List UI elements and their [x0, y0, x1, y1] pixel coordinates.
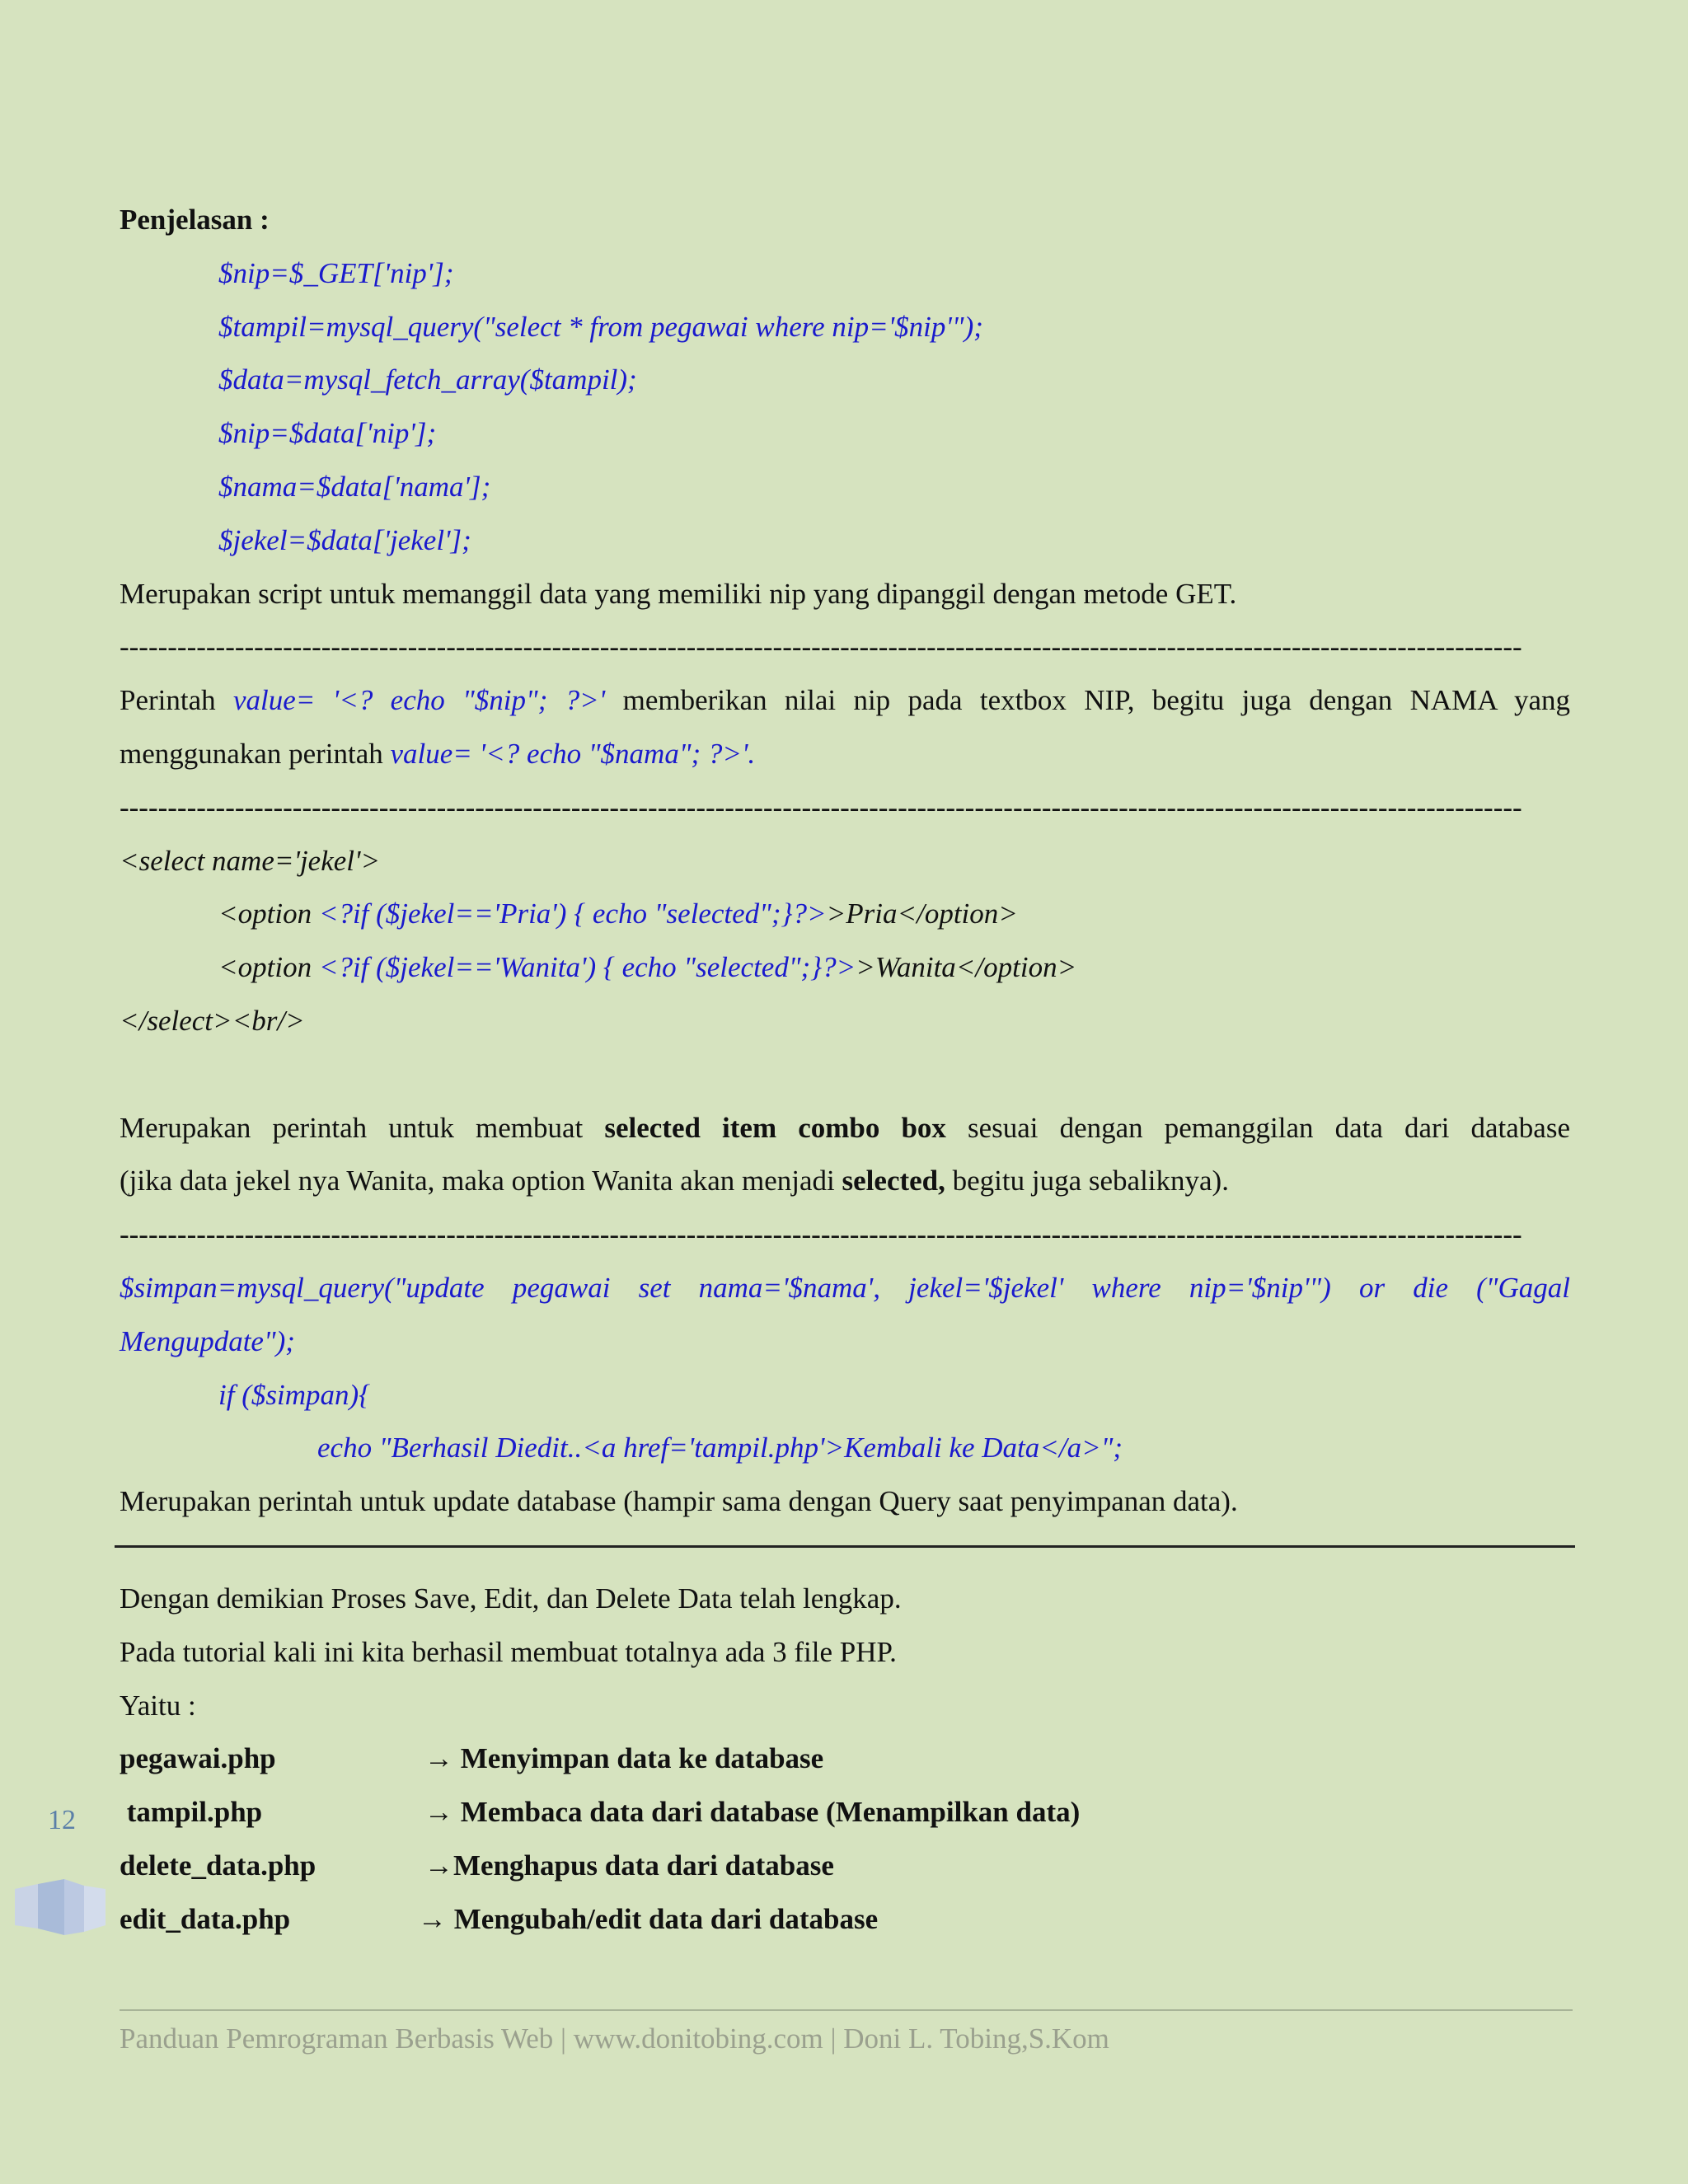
book-corner-icon [15, 1877, 106, 1937]
horizontal-rule [115, 1545, 1575, 1548]
page-footer: Panduan Pemrograman Berbasis Web | www.donitobing.com | Doni L. Tobing,S.Kom [120, 2022, 1109, 2055]
paragraph-value-line2 [120, 728, 1570, 781]
file-row [120, 1786, 1570, 1840]
text-run: memberikan nilai nip pada textbox NIP, begitu juga dengan NAMA yang [605, 684, 1571, 717]
code-echo-line: echo "Berhasil Diedit..<a href='tampil.php'>Kembali ke Data</a>"; [317, 1432, 1123, 1465]
code-update-line1: $simpan=mysql_query("update pegawai set nama='$nama', jekel='$jekel' where nip='$nip'") or die ("Gagal [120, 1271, 1570, 1304]
summary-line: Pada tutorial kali ini kita berhasil membuat totalnya ada 3 file PHP. [120, 1635, 897, 1668]
file-description: →Menghapus data dari database [424, 1849, 834, 1882]
option-line-wanita [120, 941, 1570, 995]
inline-code: <?if ($jekel=='Pria') { echo "selected";}?> [318, 898, 827, 930]
file-row [120, 1893, 1570, 1947]
code-line: $tampil=mysql_query("select * from pegawai where nip='$nip'"); [218, 310, 983, 343]
text-run: sesuai dengan pemanggilan data dari database [945, 1111, 1570, 1144]
text-run: >Pria</option> [826, 898, 1018, 930]
summary-line: Dengan demikian Proses Save, Edit, dan Delete Data telah lengkap. [120, 1582, 902, 1615]
option-line-pria [120, 888, 1570, 941]
inline-code: value= '<? echo "$nip"; ?>' [232, 684, 606, 717]
text-run: menggunakan perintah [120, 737, 391, 770]
inline-code: <?if ($jekel=='Wanita') { echo "selected";}?> [318, 951, 856, 984]
explanation-text: Merupakan script untuk memanggil data yang memiliki nip yang dipanggil dengan metode GET. [120, 577, 1237, 610]
text-run: begitu juga sebaliknya). [945, 1165, 1229, 1197]
blank-line [120, 1048, 1570, 1102]
text-run: (jika data jekel nya Wanita, maka option Wanita akan menjadi [120, 1165, 842, 1197]
code-line: $nama=$data['nama']; [218, 470, 491, 503]
bold-text: selected item combo box [604, 1111, 946, 1144]
summary-line: Yaitu : [120, 1689, 196, 1722]
text-run: <option [218, 898, 319, 930]
file-name: pegawai.php [120, 1742, 276, 1775]
inline-code: value= '<? echo "$nama"; ?>'. [390, 737, 756, 770]
dashed-separator: -------------------------------------------------------------------------------------------------------------------------------------------------- [120, 790, 1522, 823]
file-name: edit_data.php [120, 1902, 291, 1935]
select-close-tag: </select><br/> [120, 1004, 305, 1037]
code-line: $nip=$_GET['nip']; [218, 256, 454, 289]
code-line: $jekel=$data['jekel']; [218, 523, 471, 556]
page-number: 12 [48, 1805, 76, 1835]
page-content [120, 194, 1570, 1947]
text-run: >Wanita</option> [856, 951, 1077, 984]
explanation-text: Merupakan perintah untuk update database (hampir sama dengan Query saat penyimpanan data). [120, 1485, 1238, 1518]
select-open-tag: <select name='jekel'> [120, 844, 381, 877]
text-run: Perintah [120, 684, 233, 717]
section-heading: Penjelasan : [120, 204, 270, 236]
file-description: → Menyimpan data ke database [424, 1742, 824, 1775]
file-row [120, 1732, 1570, 1786]
footer-divider [120, 2009, 1573, 2011]
paragraph-combo-line2 [120, 1155, 1570, 1208]
dashed-separator: -------------------------------------------------------------------------------------------------------------------------------------------------- [120, 1218, 1522, 1251]
file-description: → Membaca data dari database (Menampilkan data) [424, 1796, 1081, 1829]
file-name: tampil.php [120, 1796, 263, 1829]
dashed-separator: -------------------------------------------------------------------------------------------------------------------------------------------------- [120, 630, 1522, 663]
text-run: <option [218, 951, 319, 984]
code-update-line2: Mengupdate"); [120, 1324, 295, 1357]
text-run: Merupakan perintah untuk membuat [120, 1111, 605, 1144]
file-name: delete_data.php [120, 1849, 316, 1882]
paragraph-value-line1 [120, 674, 1570, 728]
bold-text: selected, [842, 1165, 945, 1197]
file-description: → Mengubah/edit data dari database [418, 1902, 879, 1935]
file-row [120, 1840, 1570, 1893]
code-line: $nip=$data['nip']; [218, 417, 437, 450]
code-line: $data=mysql_fetch_array($tampil); [218, 363, 637, 396]
code-if-line: if ($simpan){ [218, 1378, 371, 1411]
paragraph-combo-line1 [120, 1102, 1570, 1155]
